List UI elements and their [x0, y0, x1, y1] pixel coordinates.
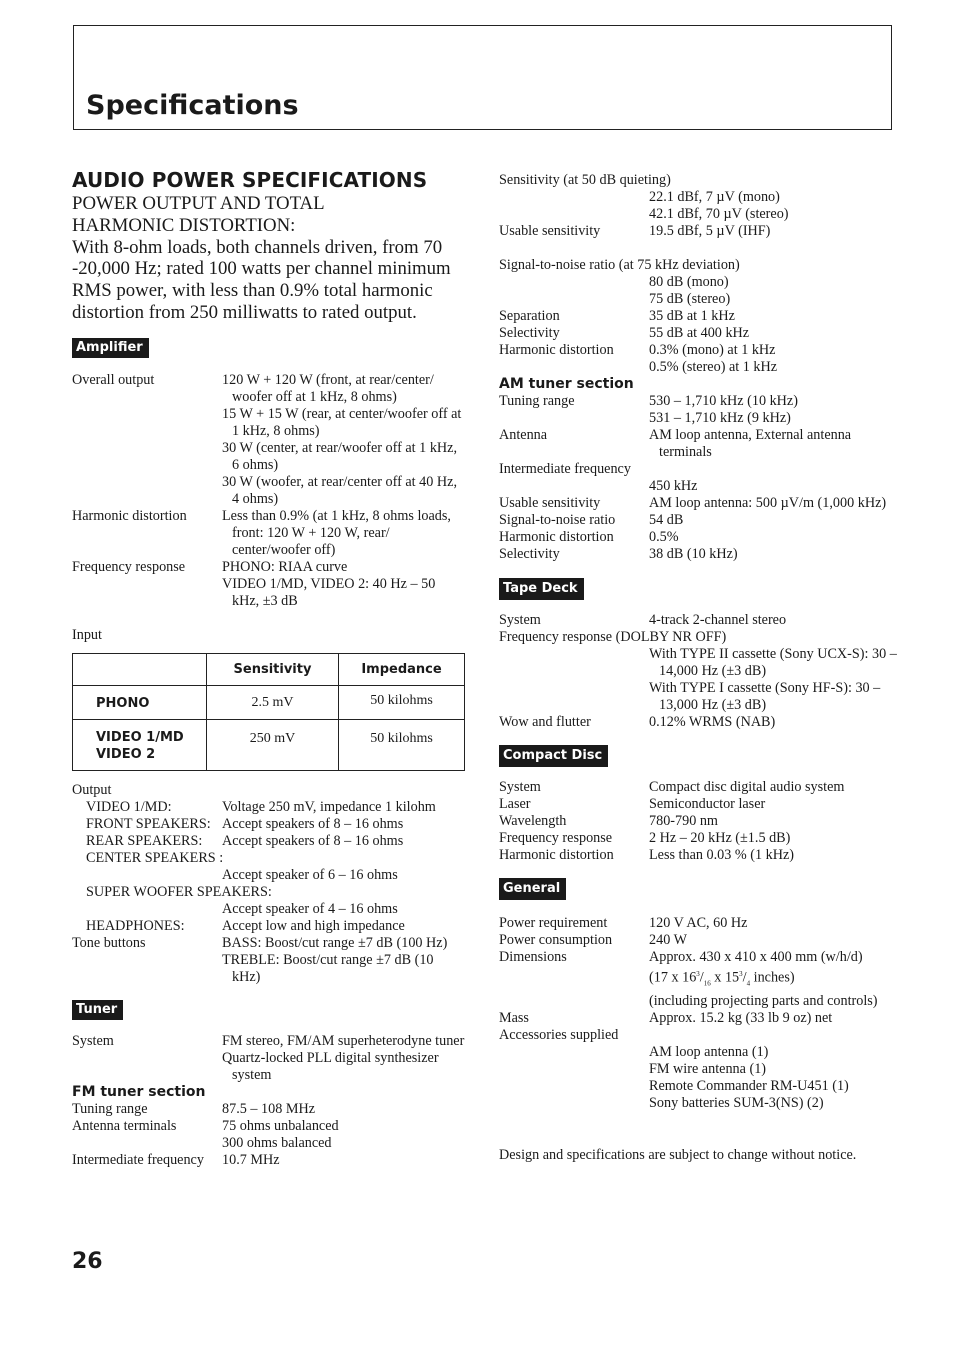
fraction-denominator: 4 [746, 979, 751, 988]
spec-value [222, 1033, 465, 1084]
spec-value-line: FM wire antenna (1) [649, 1060, 767, 1077]
spec-value-line: (17 x $16^3/_{16}$ x $15^3/_4$ inches) [649, 969, 795, 988]
spec-value-line: Sony batteries SUM-3(NS) (2) [649, 1094, 824, 1111]
spec-label: VIDEO 1/MD: [86, 798, 172, 815]
spec-label: Selectivity [499, 325, 560, 341]
spec-label: Intermediate frequency [72, 1151, 204, 1168]
table-header: Impedance [339, 653, 465, 685]
spec-row [499, 779, 899, 796]
general-tag: General [499, 878, 566, 900]
spec-row-dimensions [499, 949, 899, 1010]
spec-value: Accept speakers of 8 – 16 ohms [222, 815, 404, 832]
spec-row-separation [499, 308, 899, 325]
spec-label: Overall output [72, 371, 155, 388]
spec-row-am-selectivity [499, 546, 899, 563]
spec-row-am-tuning [499, 393, 899, 427]
spec-value [222, 372, 465, 508]
spec-value-line: (including projecting parts and controls) [649, 992, 878, 1009]
spec-label: Harmonic distortion [72, 507, 187, 524]
spec-value: 0.5% [649, 529, 679, 545]
spec-label: Tuning range [499, 393, 575, 409]
spec-value-line: 120 W + 120 W (front, at rear/center/ woofer off at 1 kHz, 8 ohms) [222, 371, 434, 405]
spec-value: 450 kHz [649, 478, 698, 494]
spec-value: 240 W [649, 932, 687, 948]
spec-row-selectivity [499, 325, 899, 342]
spec-label: Usable sensitivity [499, 223, 601, 239]
tape-deck-tag: Tape Deck [499, 578, 584, 600]
audio-power-intro [72, 193, 465, 324]
page-number: 26 [72, 1249, 103, 1274]
spec-value-line: 75 dB (stereo) [649, 291, 731, 307]
spec-row [499, 813, 899, 830]
table-cell: 50 kilohms [339, 719, 465, 770]
spec-label: Frequency response [72, 558, 186, 575]
table-cell: PHONO [73, 685, 207, 719]
spec-value: Less than 0.03 % (1 kHz) [649, 847, 794, 863]
spec-row-power-req [499, 915, 899, 932]
spec-row-system [72, 1033, 465, 1084]
spec-row-harmonic [499, 342, 899, 376]
spec-label: Power consumption [499, 932, 613, 948]
spec-value: 780-790 nm [649, 813, 718, 829]
spec-label: Laser [499, 796, 531, 812]
spec-row-frequency [72, 559, 465, 610]
fraction-numerator: 3 [739, 970, 743, 978]
tuner-specs [72, 1033, 465, 1169]
spec-label: Frequency response (DOLBY NR OFF) [499, 629, 727, 645]
spec-value: 19.5 dBf, 5 µV (IHF) [649, 223, 771, 239]
spec-value-line: 300 ohms balanced [222, 1134, 332, 1151]
spec-row [499, 830, 899, 847]
spec-value-line: With TYPE I cassette (Sony HF-S): 30 – 13,000 Hz (±3 dB) [649, 680, 881, 713]
spec-label: Tone buttons [72, 934, 146, 951]
spec-value-line: 75 ohms unbalanced [222, 1117, 339, 1134]
spec-value-line: 15 W + 15 W (rear, at center/woofer off at 1 kHz, 8 ohms) [222, 405, 462, 439]
spec-row [499, 796, 899, 813]
table-header: Sensitivity [207, 653, 339, 685]
general-specs [499, 915, 899, 1112]
spec-value-line: PHONO: RIAA curve [222, 558, 348, 575]
amplifier-specs [72, 372, 465, 986]
spec-value: 2 Hz – 20 kHz (±1.5 dB) [649, 830, 791, 846]
spec-value-line: Quartz-locked PLL digital synthesizer system [222, 1049, 439, 1083]
spec-row-antenna [72, 1118, 465, 1152]
spec-row [499, 847, 899, 864]
spec-row-if [72, 1152, 465, 1169]
spec-label: Signal-to-noise ratio (at 75 kHz deviation) [499, 257, 740, 273]
spec-row-tape-system [499, 612, 899, 629]
spec-label: Separation [499, 308, 560, 324]
spec-value-line: 80 dB (mono) [649, 274, 729, 290]
spec-label: HEADPHONES: [86, 917, 185, 934]
amplifier-tag: Amplifier [72, 338, 149, 358]
spec-row-tuning-range [72, 1101, 465, 1118]
cd-specs [499, 779, 899, 864]
spec-label: Harmonic distortion [499, 529, 614, 545]
spec-label: Antenna [499, 427, 548, 443]
spec-value-line: 531 – 1,710 kHz (9 kHz) [649, 410, 791, 426]
spec-row-am-usable [499, 495, 899, 512]
spec-value: Voltage 250 mV, impedance 1 kilohm [222, 798, 436, 815]
spec-value: 87.5 – 108 MHz [222, 1100, 316, 1117]
footer-note: Design and specifications are subject to change without notice. [499, 1146, 857, 1163]
spec-value-line: 22.1 dBf, 7 µV (mono) [649, 189, 780, 205]
spec-label: Selectivity [499, 546, 560, 562]
spec-value: 38 dB (10 kHz) [649, 546, 738, 562]
spec-label: Mass [499, 1009, 529, 1026]
spec-value: 54 dB [649, 512, 684, 528]
spec-row-am-antenna [499, 427, 899, 461]
spec-value: Accept speakers of 8 – 16 ohms [222, 832, 404, 849]
audio-power-heading: AUDIO POWER SPECIFICATIONS [72, 168, 428, 192]
spec-value-line: 0.5% (stereo) at 1 kHz [649, 359, 778, 375]
table-cell: VIDEO 1/MD VIDEO 2 [73, 719, 207, 770]
spec-value [499, 274, 899, 308]
spec-value-line: 42.1 dBf, 70 µV (stereo) [649, 206, 789, 222]
spec-value: 0.12% WRMS (NAB) [649, 714, 776, 730]
spec-value [222, 935, 465, 986]
spec-value: 35 dB at 1 kHz [649, 308, 735, 324]
spec-value [222, 559, 465, 610]
spec-label: Antenna terminals [72, 1117, 177, 1134]
spec-label: REAR SPEAKERS: [86, 832, 203, 849]
spec-label: Power requirement [499, 915, 608, 931]
table-header [73, 653, 207, 685]
spec-value-line: Approx. 430 x 410 x 400 mm (w/h/d) [649, 949, 863, 965]
audio-power-line1: POWER OUTPUT AND TOTAL [72, 193, 325, 214]
dim-text: x 15 [710, 969, 740, 986]
spec-value-line: AM loop antenna: 500 µV/m (1,000 kHz) [649, 495, 887, 511]
spec-label: Dimensions [499, 949, 567, 965]
spec-label: Tuning range [72, 1100, 148, 1117]
spec-label: Wavelength [499, 813, 567, 829]
spec-label: System [499, 612, 541, 628]
table-header-row [73, 653, 465, 685]
output-label: Output [72, 781, 112, 798]
spec-row-output [72, 816, 465, 833]
spec-value [499, 646, 899, 714]
spec-label: Harmonic distortion [499, 847, 614, 863]
spec-value-line: TREBLE: Boost/cut range ±7 dB (10 kHz) [222, 951, 434, 985]
spec-label: System [499, 779, 541, 795]
left-column [72, 168, 465, 1169]
spec-label: Signal-to-noise ratio [499, 512, 616, 528]
spec-value [499, 1044, 899, 1112]
spec-label: Wow and flutter [499, 714, 591, 730]
spec-value-line: AM loop antenna, External antenna terminals [649, 427, 852, 460]
spec-row-am-snr [499, 512, 899, 529]
spec-value: Accept speaker of 6 – 16 ohms [222, 866, 398, 883]
table-cell: 50 kilohms [339, 685, 465, 719]
spec-value [649, 495, 899, 512]
spec-value-line: FM stereo, FM/AM superheterodyne tuner [222, 1032, 465, 1049]
spec-value: 55 dB at 400 kHz [649, 325, 750, 341]
spec-row-tone [72, 935, 465, 986]
spec-value [649, 949, 899, 1010]
spec-value-line: Remote Commander RM-U451 (1) [649, 1077, 849, 1094]
table-cell: 250 mV [207, 719, 339, 770]
spec-label: SUPER WOOFER SPEAKERS: [86, 883, 272, 900]
dim-text: (17 x 16 [649, 969, 697, 986]
spec-label: FRONT SPEAKERS: [86, 815, 211, 832]
input-label: Input [72, 626, 102, 643]
spec-value: 4-track 2-channel stereo [649, 612, 787, 628]
spec-row-harmonic [72, 508, 465, 559]
spec-value-line: BASS: Boost/cut range ±7 dB (100 Hz) [222, 934, 448, 951]
audio-power-line2: HARMONIC DISTORTION: [72, 214, 296, 236]
input-table [72, 653, 465, 771]
spec-label: Usable sensitivity [499, 495, 601, 511]
spec-value: 10.7 MHz [222, 1151, 280, 1168]
spec-label: Sensitivity (at 50 dB quieting) [499, 172, 671, 188]
spec-value [649, 342, 899, 376]
spec-value-line: 530 – 1,710 kHz (10 kHz) [649, 393, 798, 409]
fraction-numerator: 3 [696, 970, 700, 978]
spec-value: Accept low and high impedance [222, 917, 405, 934]
title-box [73, 25, 892, 130]
am-tuner-heading: AM tuner section [499, 376, 634, 392]
spec-value-line: With TYPE II cassette (Sony UCX-S): 30 – 14,000 Hz (±3 dB) [649, 646, 897, 679]
spec-label: Frequency response [499, 830, 613, 846]
fraction-denominator: 16 [703, 979, 711, 988]
spec-label: CENTER SPEAKERS : [86, 849, 224, 866]
spec-label: Intermediate frequency [499, 461, 631, 477]
spec-value-line: Less than 0.9% (at 1 kHz, 8 ohms loads, front: 120 W + 120 W, rear/ center/woofer off) [222, 507, 451, 558]
compact-disc-tag: Compact Disc [499, 745, 608, 767]
spec-value [649, 393, 899, 427]
spec-value: Compact disc digital audio system [649, 779, 845, 795]
spec-label: Harmonic distortion [499, 342, 614, 358]
spec-row-usable [499, 223, 899, 240]
spec-value [649, 427, 899, 461]
spec-value: Semiconductor laser [649, 796, 766, 812]
spec-value-line: 30 W (center, at rear/woofer off at 1 kHz, 6 ohms) [222, 439, 458, 473]
spec-value-line: 0.3% (mono) at 1 kHz [649, 342, 776, 358]
fm-tuner-heading: FM tuner section [72, 1083, 206, 1100]
spec-value-line: AM loop antenna (1) [649, 1043, 769, 1060]
spec-value: Approx. 15.2 kg (33 lb 9 oz) net [649, 1009, 833, 1026]
spec-label: System [72, 1032, 114, 1049]
spec-value: 120 V AC, 60 Hz [649, 915, 748, 931]
spec-value [222, 508, 465, 559]
audio-power-body: With 8-ohm loads, both channels driven, from 70 -20,000 Hz; rated 100 watts per channel minimum RMS power, with less than 0.9% total harmonic distortion from 250 milliwatts to rated output. [72, 236, 451, 323]
spec-row-am-harmonic [499, 529, 899, 546]
spec-value: Accept speaker of 4 – 16 ohms [222, 900, 398, 917]
dim-text: inches) [750, 969, 795, 986]
table-row [73, 685, 465, 719]
spec-value-line: VIDEO 1/MD, VIDEO 2: 40 Hz – 50 kHz, ±3 dB [222, 575, 436, 609]
right-column [499, 172, 899, 1164]
tuner-tag: Tuner [72, 1000, 123, 1020]
spec-value [222, 1118, 465, 1152]
spec-row-mass [499, 1010, 899, 1027]
table-cell: 2.5 mV [207, 685, 339, 719]
spec-row-headphones [72, 918, 465, 935]
spec-row-overall-output [72, 372, 465, 508]
spec-row-output [72, 833, 465, 850]
spec-value-line: 30 W (woofer, at rear/center off at 40 Hz, 4 ohms) [222, 473, 458, 507]
spec-row-output [72, 799, 465, 816]
spec-value [499, 189, 899, 223]
spec-label: Accessories supplied [499, 1026, 619, 1043]
spec-row-wow [499, 714, 899, 731]
spec-row-power-cons [499, 932, 899, 949]
table-row [73, 719, 465, 770]
page-title: Specifications [86, 90, 299, 121]
